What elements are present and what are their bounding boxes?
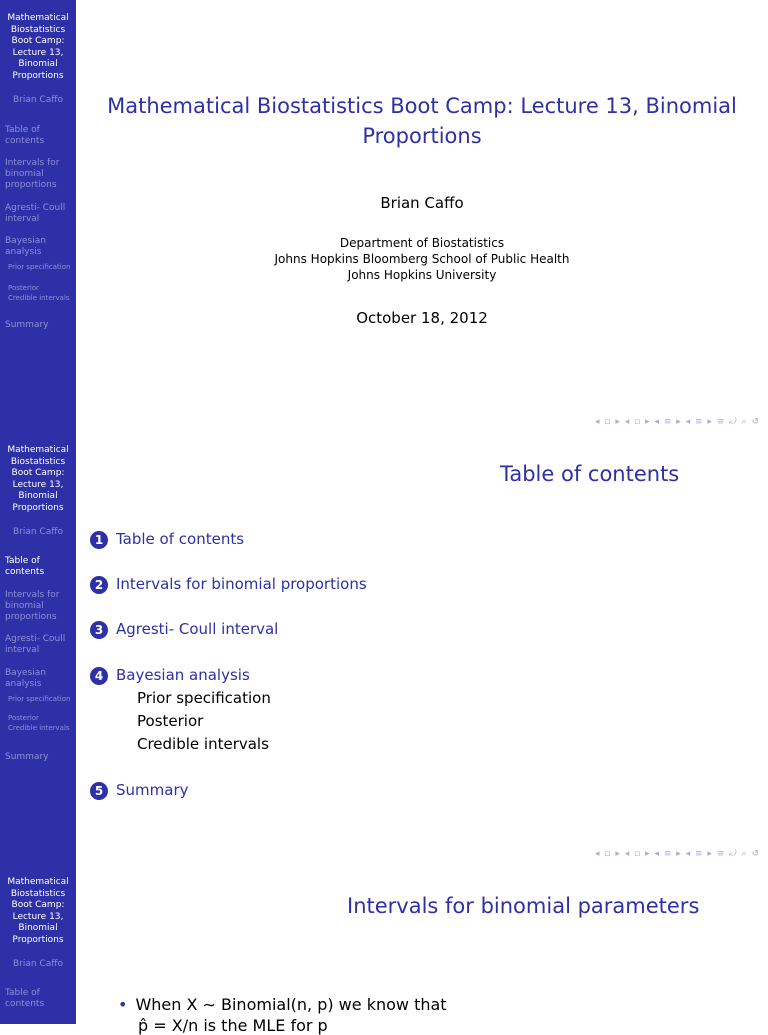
toc-number-badge: 1 xyxy=(90,531,108,549)
sidebar-subitem-posterior[interactable]: Posterior xyxy=(8,284,39,292)
sidebar-item-table-of-contents[interactable]: Table of contents xyxy=(5,556,45,577)
sidebar xyxy=(0,432,76,864)
title-slide xyxy=(0,0,768,432)
toc-item[interactable] xyxy=(90,575,367,594)
institute-line: Department of Biostatistics xyxy=(339,236,505,250)
toc-number-badge: 4 xyxy=(90,667,108,685)
toc-item[interactable] xyxy=(90,620,278,639)
navigation-symbols[interactable]: ◂ ▫ ▸ ◂ ▫ ▸ ◂ ≡ ▸ ◂ ≡ ▸ ≡ ⤾ ⌕ ↺ xyxy=(595,849,760,859)
sidebar-title[interactable]: Mathematical Biostatistics Boot Camp: Lecture 13, Binomial Proportions xyxy=(7,877,69,945)
toc-number-badge: 5 xyxy=(90,782,108,800)
toc-number-badge: 2 xyxy=(90,576,108,594)
sidebar-author[interactable]: Brian Caffo xyxy=(13,95,63,105)
sidebar-item-agresti-coull[interactable]: Agresti- Coull interval xyxy=(5,634,66,655)
bullet-item xyxy=(118,995,447,1014)
sidebar-title[interactable]: Mathematical Biostatistics Boot Camp: Lecture 13, Binomial Proportions xyxy=(7,445,69,513)
presentation-title: Mathematical Biostatistics Boot Camp: Lecture 13, Binomial Proportions xyxy=(107,94,737,148)
toc-subitem[interactable]: Credible intervals xyxy=(137,735,269,753)
toc-label: Intervals for binomial proportions xyxy=(116,575,367,593)
bullet-continuation: p̂ = X/n is the MLE for p xyxy=(138,1016,328,1035)
toc-label: Bayesian analysis xyxy=(116,666,250,684)
sidebar-title[interactable]: Mathematical Biostatistics Boot Camp: Lecture 13, Binomial Proportions xyxy=(7,13,69,81)
navigation-symbols[interactable]: ◂ ▫ ▸ ◂ ▫ ▸ ◂ ≡ ▸ ◂ ≡ ▸ ≡ ⤾ ⌕ ↺ xyxy=(595,417,760,427)
sidebar-subitem-credible[interactable]: Credible intervals xyxy=(8,294,70,302)
sidebar-item-agresti-coull[interactable]: Agresti- Coull interval xyxy=(5,203,66,224)
toc-slide xyxy=(0,432,768,864)
sidebar-author[interactable]: Brian Caffo xyxy=(13,527,63,537)
toc-item[interactable] xyxy=(90,530,244,549)
sidebar-subitem-posterior[interactable]: Posterior xyxy=(8,714,39,722)
sidebar xyxy=(0,0,76,432)
sidebar-item-summary[interactable]: Summary xyxy=(5,752,49,762)
sidebar-subitem-credible[interactable]: Credible intervals xyxy=(8,724,70,732)
bullet-icon: • xyxy=(118,995,128,1014)
sidebar-item-intervals[interactable]: Intervals for binomial proportions xyxy=(5,158,60,190)
toc-label: Table of contents xyxy=(116,530,245,548)
sidebar-author[interactable]: Brian Caffo xyxy=(13,959,63,969)
toc-item[interactable] xyxy=(90,781,189,800)
sidebar-item-table-of-contents[interactable]: Table of contents xyxy=(5,125,45,146)
toc-label: Summary xyxy=(116,781,189,799)
sidebar-subitem-prior[interactable]: Prior specification xyxy=(8,263,71,271)
frame-title: Table of contents xyxy=(500,462,680,486)
sidebar-item-table-of-contents[interactable]: Table of contents xyxy=(5,988,45,1009)
toc-subitem[interactable]: Posterior xyxy=(137,712,204,730)
sidebar-subitem-prior[interactable]: Prior specification xyxy=(8,695,71,703)
bullet-text: When X ∼ Binomial(n, p) we know that xyxy=(135,995,447,1014)
toc-number-badge: 3 xyxy=(90,621,108,639)
presentation-author: Brian Caffo xyxy=(380,194,464,212)
content-slide xyxy=(0,864,768,1035)
toc-label: Agresti- Coull interval xyxy=(116,620,279,638)
institute-block xyxy=(100,235,744,283)
frame-title: Intervals for binomial parameters xyxy=(347,894,700,918)
sidebar-item-bayesian[interactable]: Bayesian analysis xyxy=(5,236,46,257)
sidebar-item-bayesian[interactable]: Bayesian analysis xyxy=(5,668,46,689)
institute-line: Johns Hopkins University xyxy=(347,268,497,282)
sidebar-item-summary[interactable]: Summary xyxy=(5,320,49,330)
toc-item[interactable] xyxy=(90,666,250,685)
toc-subitem[interactable]: Prior specification xyxy=(137,689,271,707)
presentation-date: October 18, 2012 xyxy=(356,309,488,327)
institute-line: Johns Hopkins Bloomberg School of Public Health xyxy=(274,252,570,266)
sidebar xyxy=(0,864,76,1024)
sidebar-item-intervals[interactable]: Intervals for binomial proportions xyxy=(5,590,60,622)
